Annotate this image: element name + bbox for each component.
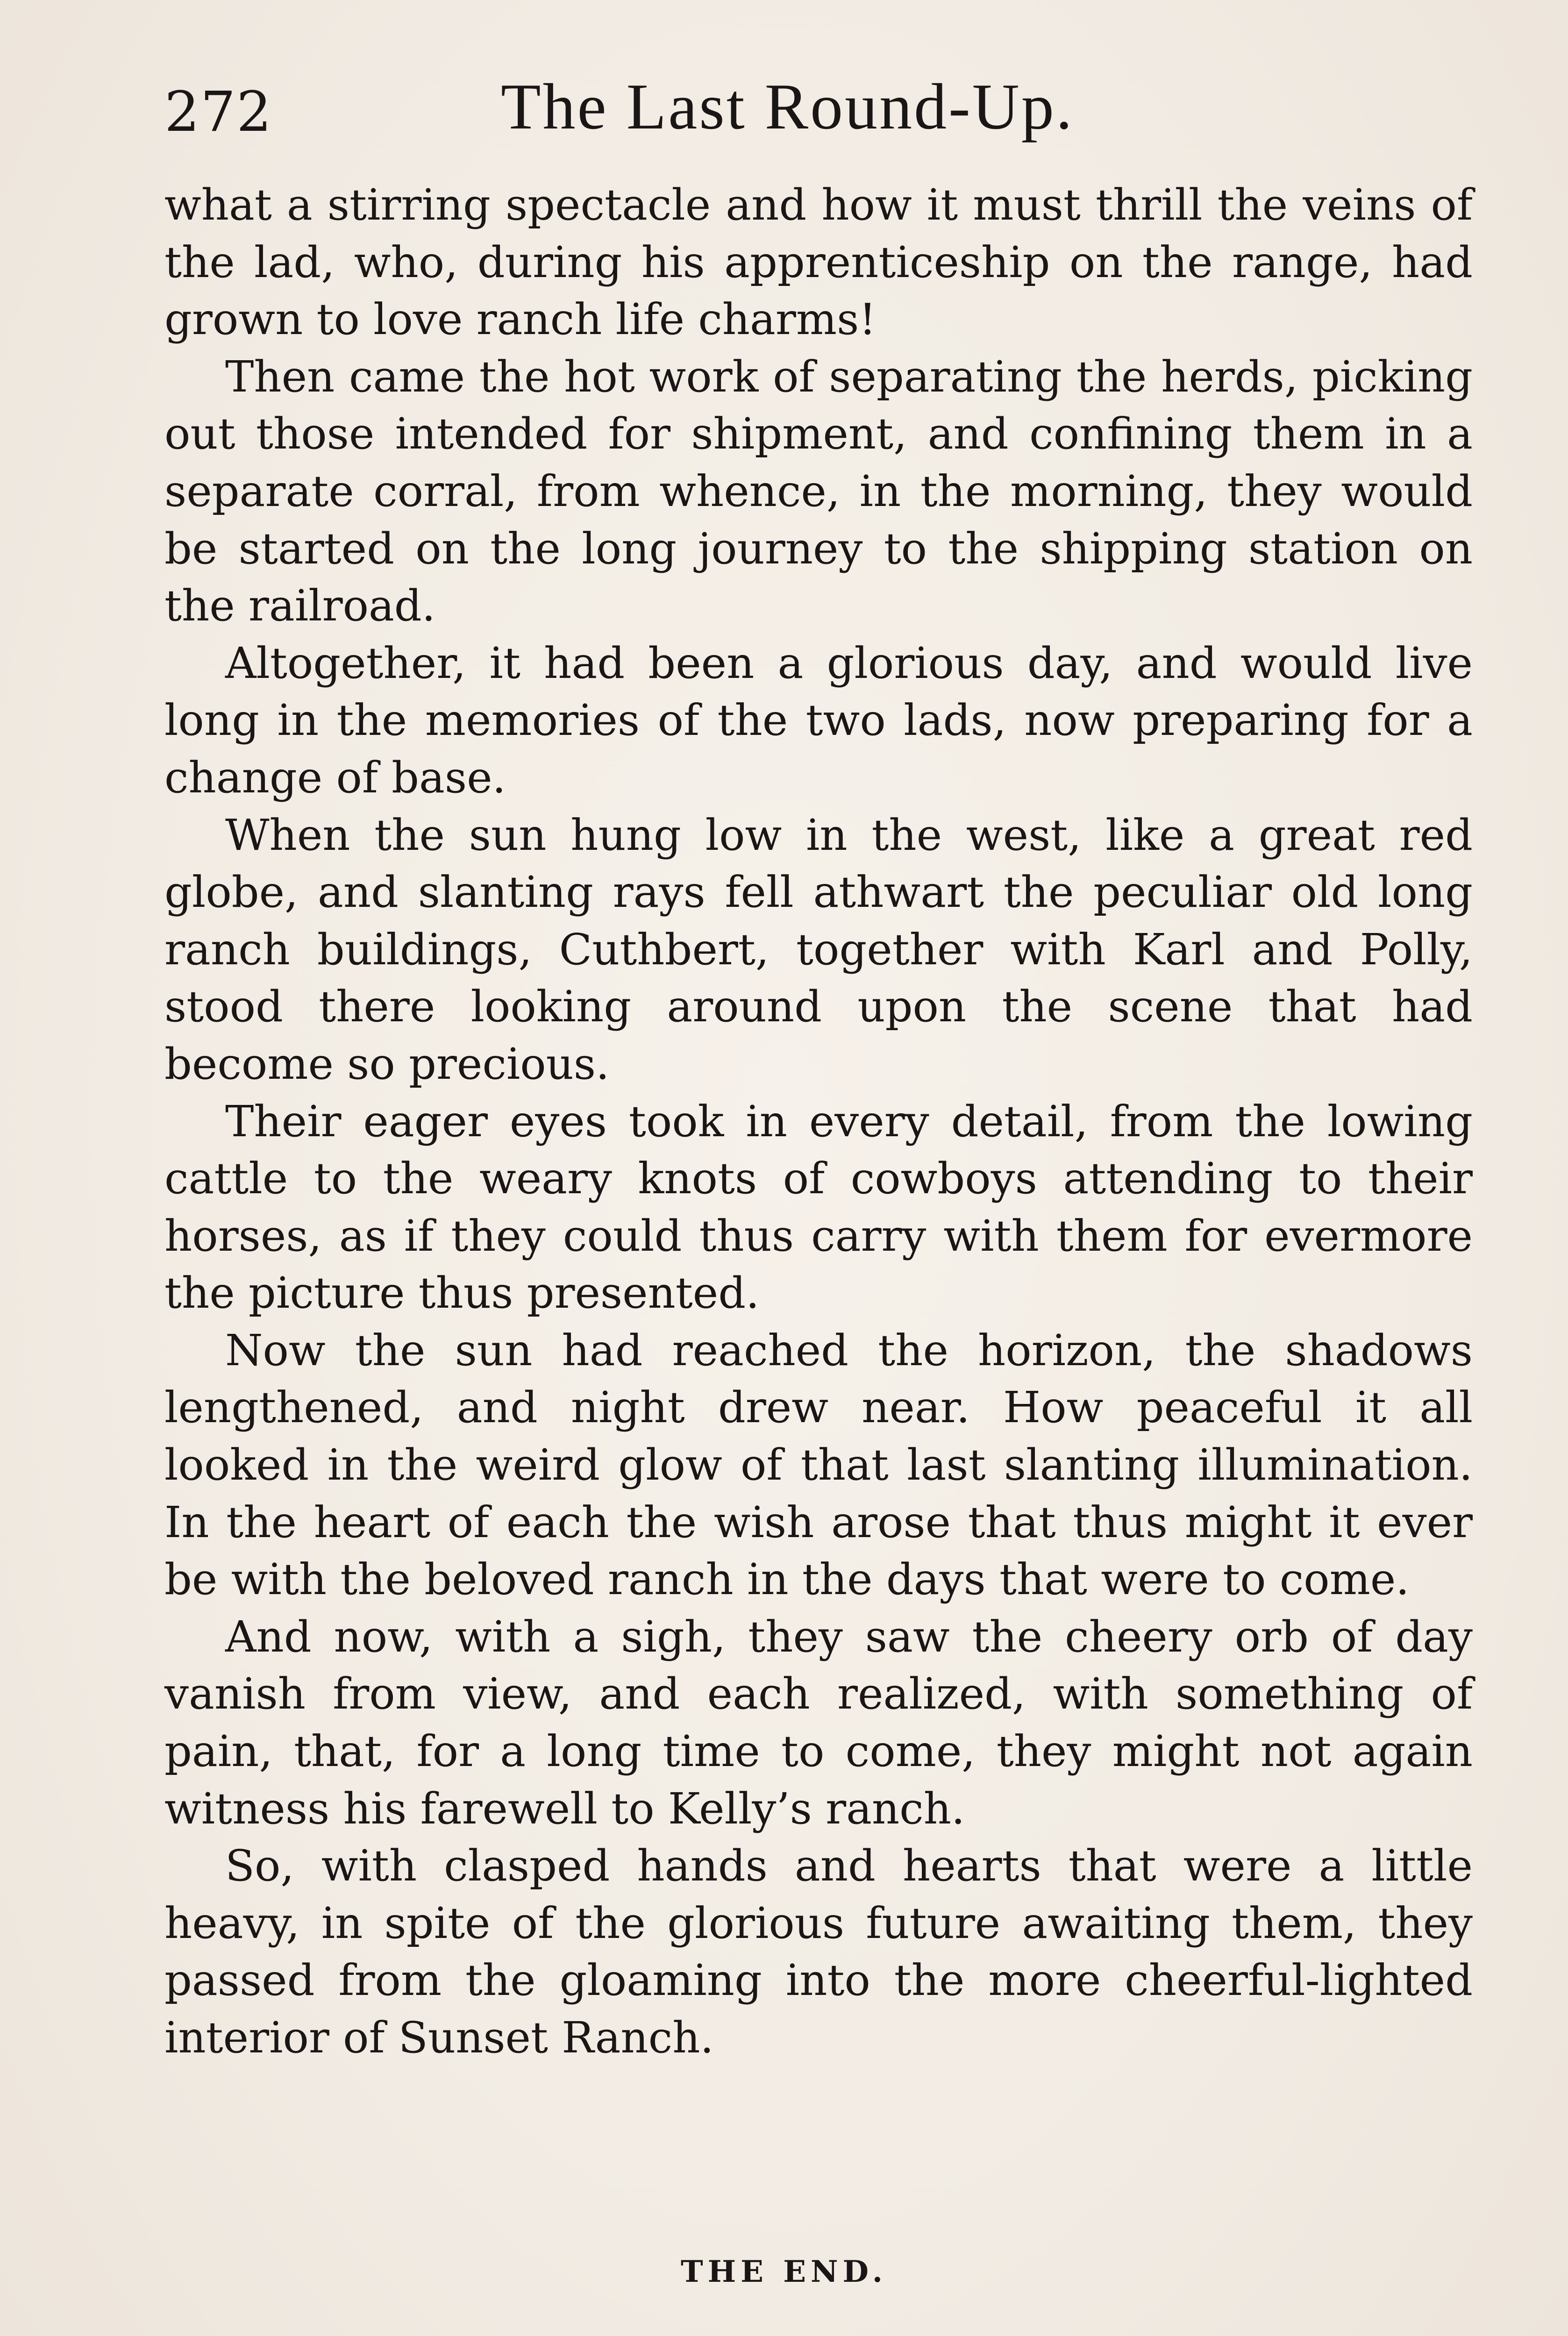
paragraph: Altogether, it had been a glorious day, and would live long in the memories of the two lads, now preparing for a change of base. [164, 638, 1473, 803]
paragraph: Then came the hot work of separating the herds, picking out those intended for shipment, and confining them in a separate corral, from whence, in the morning, they would be started on the long journey to the shipping station on the railroad. [164, 351, 1473, 631]
paragraph: So, with clasped hands and hearts that were a little heavy, in spite of the glorious future awaiting them, they passed from the gloaming into the more cheerful-lighted interior of Sunset Ranch. [164, 1841, 1473, 2063]
page-number: 272 [164, 79, 273, 144]
the-end-label: THE END. [681, 2254, 887, 2289]
paragraph: When the sun hung low in the west, like a great red globe, and slanting rays fell athwart the peculiar old long ranch buildings, Cuthbert, together with Karl and Polly, stood there looking around upon the scene that had become so precious. [164, 810, 1473, 1089]
paragraph: what a stirring spectacle and how it must thrill the veins of the lad, who, during his apprenticeship on the range, had grown to love ranch life charms! [164, 180, 1473, 345]
running-title: The Last Round-Up. [501, 71, 1074, 143]
paragraph: And now, with a sigh, they saw the cheery orb of day vanish from view, and each realized, with something of pain, that, for a long time to come, they might not again witness his farewell to Kelly’s ranch. [164, 1611, 1473, 1834]
paragraph: Now the sun had reached the horizon, the shadows lengthened, and night drew near. How peaceful it all looked in the weird glow of that last slanting illumination. In the heart of each the wish arose that thus might it ever be with the beloved ranch in the days that were to come. [164, 1325, 1473, 1605]
body-text [164, 177, 1473, 2067]
page-header [164, 69, 1477, 153]
paragraph: Their eager eyes took in every detail, from the lowing cattle to the weary knots of cowboys attending to their horses, as if they could thus carry with them for evermore the picture thus presented. [164, 1096, 1473, 1318]
